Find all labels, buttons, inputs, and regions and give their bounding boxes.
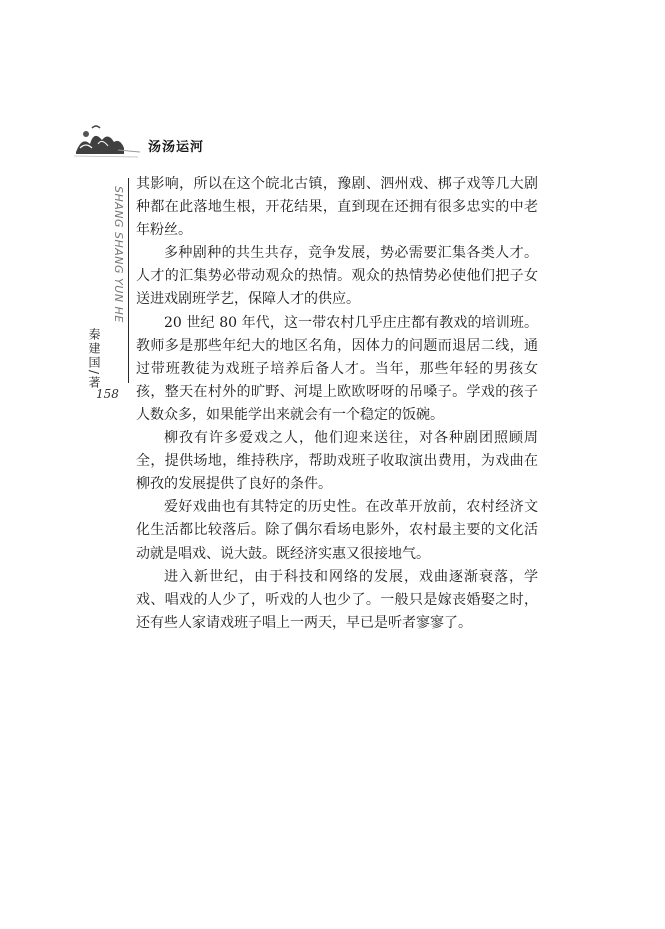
ink-landscape-icon bbox=[72, 122, 142, 162]
paragraph: 柳孜有许多爱戏之人，他们迎来送往，对各种剧团照顾周全，提供场地，维持秩序，帮助戏班子收取演出费用，为戏曲在柳孜的发展提供了良好的条件。 bbox=[136, 430, 538, 493]
margin-rule bbox=[128, 178, 129, 383]
paragraph: 进入新世纪，由于科技和网络的发展，戏曲逐渐衰落，学戏、唱戏的人少了，听戏的人也少了。一般只是嫁丧婚娶之时，还有些人家请戏班子唱上一两天，早已是听者寥寥了。 bbox=[136, 568, 538, 631]
paragraph: 多种剧种的共生共存，竞争发展，势必需要汇集各类人才。人才的汇集势必带动观众的热情。观众的热情势必使他们把子女送进戏剧班学艺，保障人才的供应。 bbox=[136, 245, 538, 308]
paragraph: 爱好戏曲也有其特定的历史性。在改革开放前，农村经济文化生活都比较落后。除了偶尔看场电影外，农村最主要的文化活动就是唱戏、说大鼓。既经济实惠又很接地气。 bbox=[136, 499, 538, 562]
series-latin-title: SHANG SHANG YUN HE bbox=[112, 186, 125, 323]
paragraph: 20 世纪 80 年代，这一带农村几乎庄庄都有教戏的培训班。教师多是那些年纪大的地区名角，因体力的问题而退居二线，通过带班教徒为戏班子培养后备人才。当年，那些年轻的男孩女孩，整天在村外的旷野、河堤上欧欧呀呀的吊嗓子。学戏的孩子人数众多，如果能学出来就会有一个稳定的饭碗。 bbox=[136, 314, 538, 423]
body-text bbox=[136, 173, 538, 635]
paragraph: 其影响，所以在这个皖北古镇，豫剧、泗州戏、梆子戏等几大剧种都在此落地生根，开花结果，直到现在还拥有很多忠实的中老年粉丝。 bbox=[136, 176, 538, 239]
page-number: 158 bbox=[96, 387, 119, 401]
author-credit: 秦建国/著 bbox=[87, 328, 101, 391]
running-header-title: 汤汤运河 bbox=[148, 140, 205, 155]
